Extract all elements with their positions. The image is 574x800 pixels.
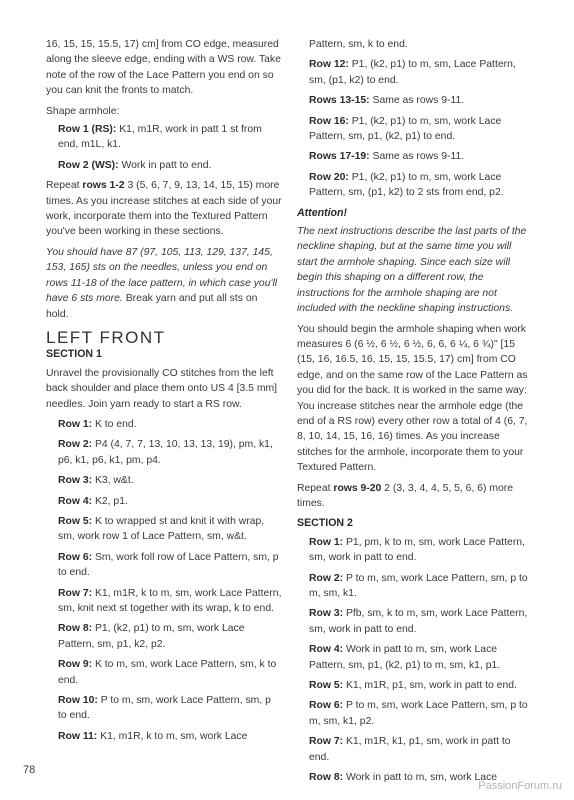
- italic-note: The next instructions describe the last parts of the neckline shaping, but at the same time you will start the armhole shaping. Since each size will begin this shaping on a different row, the instructions for the armhole shaping are not included with the neckline shaping instructions.: [297, 226, 527, 315]
- row-label: Row 3:: [58, 475, 93, 487]
- section-heading: SECTION 1: [46, 348, 102, 361]
- text-body: K to m, sm, work Lace Pattern, sm, k to end.: [58, 659, 277, 686]
- text-body: K2, p1.: [92, 495, 128, 507]
- text-body: Sm, work foll row of Lace Pattern, sm, p to end.: [58, 551, 279, 579]
- pattern-row: [297, 170, 533, 201]
- row-label: Row 2:: [58, 439, 93, 451]
- text-body: Pfb, sm, k to m, sm, work Lace Pattern, sm, work in patt to end.: [309, 608, 528, 635]
- pattern-row: [297, 149, 533, 164]
- paragraph: [46, 104, 282, 119]
- pattern-row: [297, 642, 533, 673]
- row-label: Row 6:: [58, 551, 93, 563]
- row-label: Row 5:: [309, 680, 344, 692]
- row-label: Row 6:: [309, 700, 344, 712]
- section-heading: Attention!: [297, 206, 348, 219]
- pattern-row: [46, 693, 282, 724]
- text-body: P1, pm, k to m, sm, work Lace Pattern, sm, work in patt to end.: [309, 536, 525, 564]
- text-body: Pattern, sm, k to end.: [309, 39, 408, 50]
- page-number: 78: [23, 764, 36, 776]
- row-label: Row 9:: [58, 659, 93, 671]
- right-column: [297, 37, 533, 790]
- text-body: P to m, sm, work Lace Pattern, sm, p to end.: [58, 695, 271, 722]
- pattern-row: [46, 158, 282, 173]
- text-prefix: Repeat: [46, 180, 83, 192]
- row-label: Row 4:: [58, 495, 93, 507]
- pattern-row: [46, 122, 282, 153]
- pattern-row: [297, 114, 533, 145]
- pattern-row: [297, 37, 533, 52]
- text-body: Break yarn and put all sts on hold.: [46, 293, 258, 320]
- row-label: rows 1-2: [82, 180, 125, 192]
- text-body: K1, m1R, k to m, sm, work Lace: [97, 730, 248, 742]
- paragraph: [297, 481, 533, 512]
- section-heading: SECTION 2: [297, 517, 353, 530]
- text-body: Same as rows 9-11.: [369, 151, 465, 163]
- text-body: Shape armhole:: [46, 105, 120, 117]
- row-label: Row 1:: [58, 418, 93, 430]
- paragraph: [46, 37, 282, 99]
- paragraph: [297, 224, 533, 316]
- row-label: Rows 13-15:: [309, 95, 370, 107]
- paragraph: [297, 322, 533, 476]
- left-column: [46, 37, 282, 749]
- text-body: K to wrapped st and knit it with wrap, sm, work row 1 of Lace Pattern, sm, w&t.: [58, 515, 265, 543]
- row-label: Row 20:: [309, 171, 349, 183]
- pattern-row: [297, 606, 533, 637]
- text-body: P to m, sm, work Lace Pattern, sm, p to m, sm, k1, p2.: [309, 700, 528, 727]
- row-label: Row 7:: [309, 736, 344, 748]
- row-label: Row 7:: [58, 587, 93, 599]
- pattern-row: [297, 535, 533, 566]
- text-body: 2 (3, 3, 4, 4, 5, 5, 6, 6) more times.: [297, 482, 514, 509]
- text-body: K1, m1R, k1, p1, sm, work in patt to end.: [309, 736, 511, 763]
- row-label: Row 5:: [58, 515, 93, 527]
- pattern-row: [297, 734, 533, 765]
- pattern-row: [297, 57, 533, 88]
- pattern-row: [46, 437, 282, 468]
- row-label: Row 1 (RS):: [58, 124, 117, 136]
- text-body: Work in patt to end.: [118, 159, 212, 171]
- text-body: 16, 15, 15, 15.5, 17) cm] from CO edge, measured along the sleeve edge, ending with a WS row. Take note of the row of the Lace Pattern you end on so you can knit the fronts to match.: [46, 39, 281, 97]
- pattern-row: [46, 586, 282, 617]
- row-label: Row 8:: [58, 623, 93, 635]
- text-body: Work in patt to m, sm, work Lace Pattern, sm, p1, (k2, p1) to m, sm, k1, p1.: [309, 644, 501, 671]
- text-body: Unravel the provisionally CO stitches from the left back shoulder and place them onto US 4 [3.5 mm] needles. Join yarn ready to start a RS row.: [46, 367, 278, 410]
- row-label: Row 3:: [309, 608, 344, 620]
- pattern-row: [46, 729, 282, 744]
- watermark: PassionForum.ru: [478, 780, 562, 792]
- row-label: rows 9-20: [333, 482, 382, 494]
- row-label: Row 2:: [309, 572, 344, 584]
- text-body: 3 (5, 6, 7, 9, 13, 14, 15, 15) more times. As you increase stitches at each side of your work, incorporate them into the Textured Pattern you've been working in these sections.: [46, 180, 282, 238]
- pattern-row: [46, 494, 282, 509]
- pattern-row: [297, 678, 533, 693]
- row-label: Row 2 (WS):: [58, 159, 119, 171]
- pattern-row: [46, 657, 282, 688]
- pattern-row: [297, 571, 533, 602]
- row-label: Row 12:: [309, 59, 349, 71]
- paragraph: [46, 178, 282, 240]
- row-label: Row 1:: [309, 536, 344, 548]
- text-body: P1, (k2, p1) to m, sm, work Lace Pattern, sm, (p1, k2) to 2 sts from end, p2.: [309, 171, 504, 199]
- italic-note: You should have 87 (97, 105, 113, 129, 137, 145, 153, 165) sts on the needles, unless you end on rows 11-18 of the lace pattern, in which case you'll have 6 sts more.: [46, 246, 278, 305]
- text-prefix: Repeat: [297, 482, 334, 494]
- row-label: Row 4:: [309, 644, 344, 656]
- pattern-row: [46, 417, 282, 432]
- text-body: Work in patt to m, sm, work Lace: [343, 772, 498, 784]
- pattern-row: [46, 473, 282, 488]
- row-label: Row 11:: [58, 730, 98, 742]
- text-body: P4 (4, 7, 7, 13, 10, 13, 13, 19), pm, k1, p6, k1, p6, k1, pm, p4.: [58, 439, 273, 466]
- text-body: Same as rows 9-11.: [369, 95, 465, 107]
- paragraph: [46, 245, 282, 322]
- row-label: Row 8:: [309, 772, 344, 784]
- text-body: You should begin the armhole shaping when work measures 6 (6 ½, 6 ½, 6 ½, 6, 6, 6 ¼, 6 ¾)" [15 (15, 16, 16.5, 16, 15, 15, 15.5, 17) cm] from CO edge, and on the same row of the Lace Pattern as you did for the back. It is worked in the same way: You increase stitches near the armhole edge (the end of a RS row) every other row a total of 4 (6, 7, 8, 10, 14, 15, 16, 16) times. As you increase stitches for the armhole, incorporate them to your Textured Pattern.: [297, 323, 528, 474]
- text-body: P1, (k2, p1) to m, sm, work Lace Pattern, sm, p1, k2, p2.: [58, 623, 245, 650]
- pattern-row: [46, 621, 282, 652]
- pattern-row: [297, 93, 533, 108]
- text-body: K1, m1R, work in patt 1 st from end, m1L, k1.: [58, 124, 262, 151]
- text-body: K3, w&t.: [92, 475, 134, 487]
- row-label: Row 16:: [309, 115, 349, 127]
- text-body: P1, (k2, p1) to m, sm, work Lace Pattern, sm, p1, (k2, p1) to end.: [309, 115, 502, 143]
- text-body: P1, (k2, p1) to m, sm, Lace Pattern, sm, (p1, k2) to end.: [309, 59, 516, 86]
- pattern-row: [46, 550, 282, 581]
- section-title: LEFT FRONT: [46, 327, 166, 347]
- pattern-row: [297, 698, 533, 729]
- text-body: K1, m1R, k to m, sm, work Lace Pattern, sm, knit next st together with its wrap, k to end.: [58, 587, 282, 614]
- paragraph: [46, 366, 282, 412]
- text-body: K to end.: [92, 418, 137, 430]
- text-body: P to m, sm, work Lace Pattern, sm, p to m, sm, k1.: [309, 572, 528, 599]
- row-label: Row 10:: [58, 695, 98, 707]
- text-body: K1, m1R, p1, sm, work in patt to end.: [343, 680, 517, 692]
- row-label: Rows 17-19:: [309, 151, 370, 163]
- pattern-row: [46, 514, 282, 545]
